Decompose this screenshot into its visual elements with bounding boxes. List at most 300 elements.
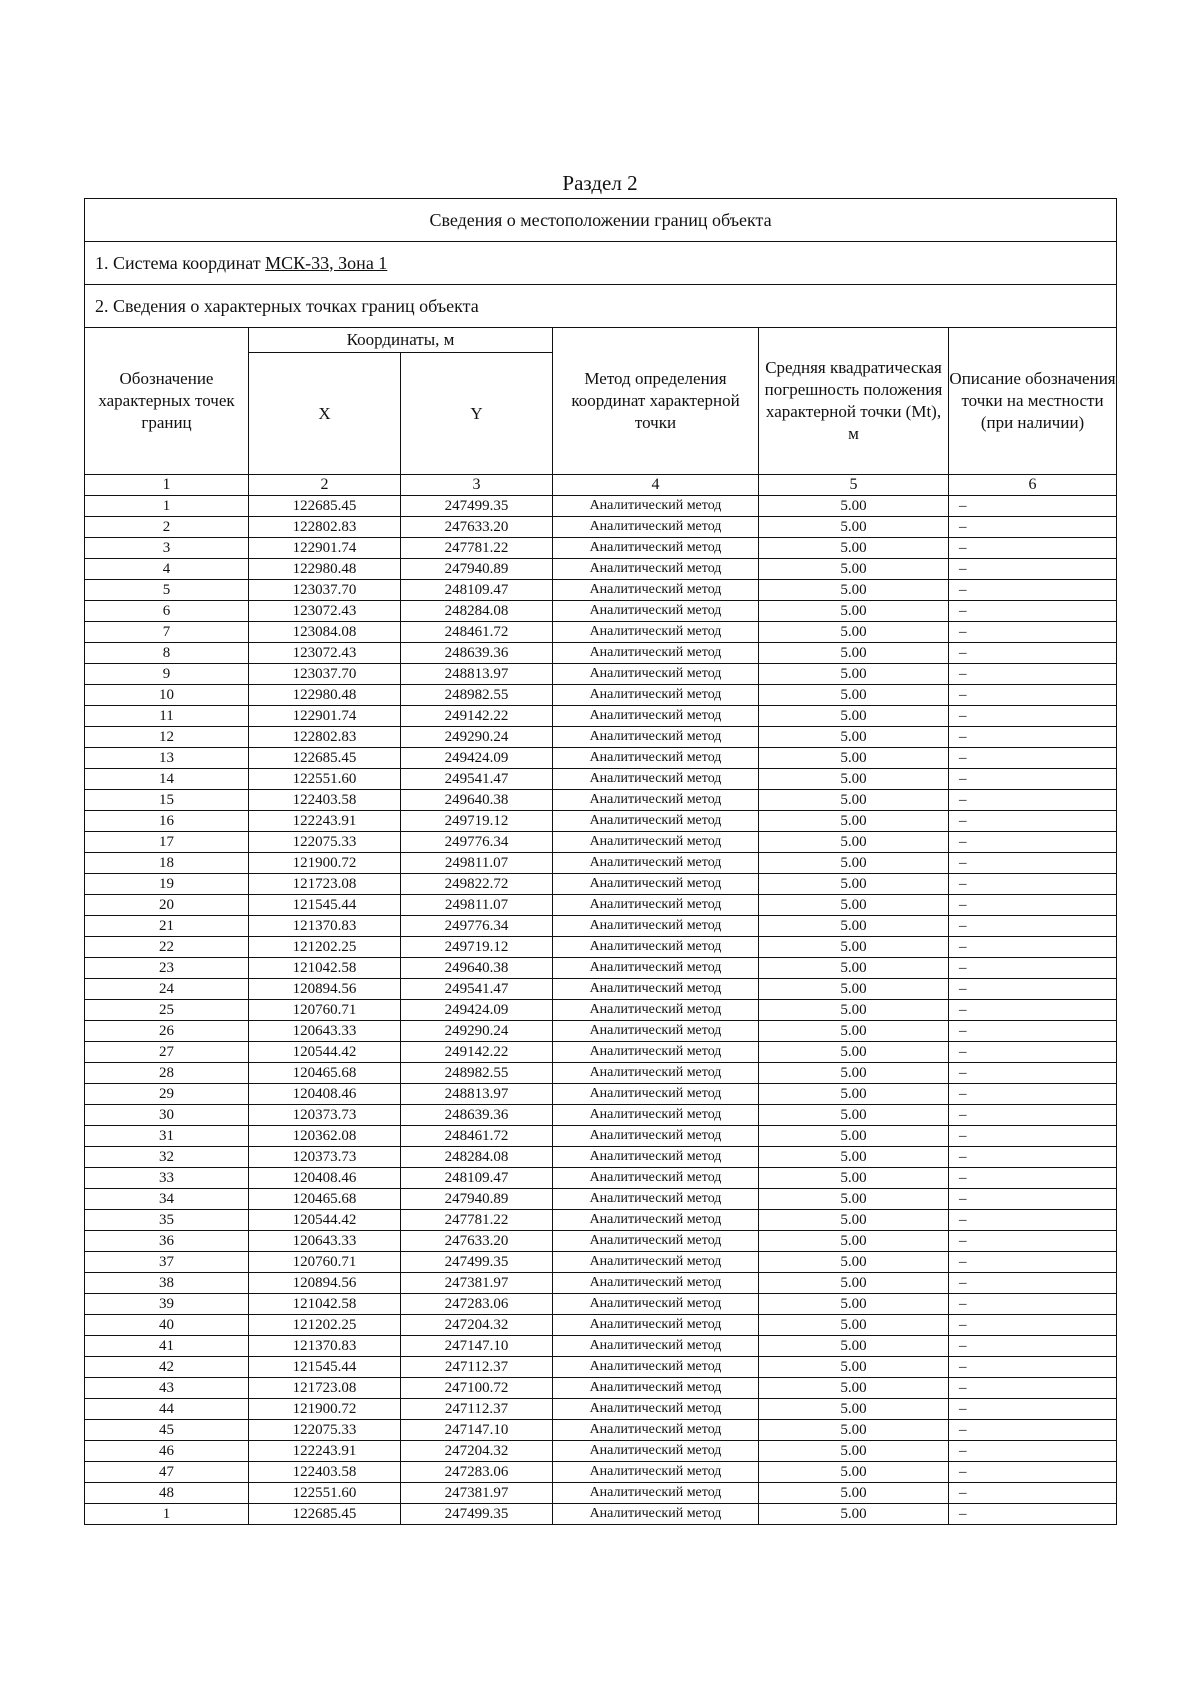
method-cell: Аналитический метод — [553, 1336, 759, 1357]
description-cell: – — [949, 1147, 1117, 1168]
error-cell: 5.00 — [759, 832, 949, 853]
error-cell: 5.00 — [759, 664, 949, 685]
coord-system-value: МСК-33, Зона 1 — [265, 252, 388, 273]
x-coordinate-cell: 121370.83 — [249, 916, 401, 937]
x-coordinate-cell: 121042.58 — [249, 958, 401, 979]
description-cell: – — [949, 874, 1117, 895]
y-coordinate-cell: 247633.20 — [401, 517, 553, 538]
description-cell: – — [949, 727, 1117, 748]
description-cell: – — [949, 685, 1117, 706]
table-title: Сведения о местоположении границ объекта — [85, 199, 1117, 242]
error-cell: 5.00 — [759, 874, 949, 895]
point-number-cell: 44 — [85, 1399, 249, 1420]
point-number-cell: 14 — [85, 769, 249, 790]
point-number-cell: 27 — [85, 1042, 249, 1063]
error-cell: 5.00 — [759, 622, 949, 643]
description-cell: – — [949, 1399, 1117, 1420]
method-cell: Аналитический метод — [553, 1147, 759, 1168]
y-coordinate-cell: 248639.36 — [401, 643, 553, 664]
table-row — [85, 748, 1117, 769]
x-coordinate-cell: 121042.58 — [249, 1294, 401, 1315]
y-coordinate-cell: 249811.07 — [401, 853, 553, 874]
y-coordinate-cell: 249776.34 — [401, 832, 553, 853]
section-title: Раздел 2 — [562, 171, 638, 195]
point-number-cell: 29 — [85, 1084, 249, 1105]
description-cell: – — [949, 1084, 1117, 1105]
description-cell: – — [949, 601, 1117, 622]
error-cell: 5.00 — [759, 496, 949, 517]
header-designation: Обозначение характерных точек границ — [85, 328, 249, 475]
boundary-table — [84, 198, 1117, 1525]
method-cell: Аналитический метод — [553, 1483, 759, 1504]
error-cell: 5.00 — [759, 1273, 949, 1294]
method-cell: Аналитический метод — [553, 769, 759, 790]
table-row — [85, 1252, 1117, 1273]
method-cell: Аналитический метод — [553, 958, 759, 979]
method-cell: Аналитический метод — [553, 601, 759, 622]
table-row — [85, 517, 1117, 538]
error-cell: 5.00 — [759, 1168, 949, 1189]
error-cell: 5.00 — [759, 559, 949, 580]
point-number-cell: 39 — [85, 1294, 249, 1315]
error-cell: 5.00 — [759, 1336, 949, 1357]
point-number-cell: 35 — [85, 1210, 249, 1231]
error-cell: 5.00 — [759, 1378, 949, 1399]
y-coordinate-cell: 247633.20 — [401, 1231, 553, 1252]
description-cell: – — [949, 1168, 1117, 1189]
x-coordinate-cell: 120465.68 — [249, 1063, 401, 1084]
error-cell: 5.00 — [759, 1210, 949, 1231]
error-cell: 5.00 — [759, 769, 949, 790]
x-coordinate-cell: 122551.60 — [249, 1483, 401, 1504]
description-cell: – — [949, 1315, 1117, 1336]
x-coordinate-cell: 122403.58 — [249, 790, 401, 811]
y-coordinate-cell: 247499.35 — [401, 496, 553, 517]
error-cell: 5.00 — [759, 1021, 949, 1042]
description-cell: – — [949, 496, 1117, 517]
table-row — [85, 1399, 1117, 1420]
method-cell: Аналитический метод — [553, 916, 759, 937]
point-number-cell: 42 — [85, 1357, 249, 1378]
table-row — [85, 601, 1117, 622]
header-method: Метод определения координат характерной точки — [553, 328, 759, 475]
x-coordinate-cell: 122403.58 — [249, 1462, 401, 1483]
y-coordinate-cell: 249541.47 — [401, 979, 553, 1000]
method-cell: Аналитический метод — [553, 895, 759, 916]
description-cell: – — [949, 748, 1117, 769]
x-coordinate-cell: 121545.44 — [249, 1357, 401, 1378]
point-number-cell: 32 — [85, 1147, 249, 1168]
table-row — [85, 895, 1117, 916]
description-cell: – — [949, 1483, 1117, 1504]
description-cell: – — [949, 895, 1117, 916]
error-cell: 5.00 — [759, 853, 949, 874]
table-row — [85, 769, 1117, 790]
description-cell: – — [949, 1357, 1117, 1378]
table-row — [85, 853, 1117, 874]
method-cell: Аналитический метод — [553, 496, 759, 517]
table-row — [85, 580, 1117, 601]
point-number-cell: 36 — [85, 1231, 249, 1252]
method-cell: Аналитический метод — [553, 1042, 759, 1063]
method-cell: Аналитический метод — [553, 811, 759, 832]
y-coordinate-cell: 247499.35 — [401, 1504, 553, 1525]
point-number-cell: 9 — [85, 664, 249, 685]
table-row — [85, 1000, 1117, 1021]
x-coordinate-cell: 120408.46 — [249, 1084, 401, 1105]
point-number-cell: 7 — [85, 622, 249, 643]
description-cell: – — [949, 1294, 1117, 1315]
error-cell: 5.00 — [759, 706, 949, 727]
table-row — [85, 874, 1117, 895]
y-coordinate-cell: 249719.12 — [401, 937, 553, 958]
error-cell: 5.00 — [759, 1462, 949, 1483]
method-cell: Аналитический метод — [553, 727, 759, 748]
method-cell: Аналитический метод — [553, 979, 759, 1000]
point-number-cell: 34 — [85, 1189, 249, 1210]
point-number-cell: 30 — [85, 1105, 249, 1126]
method-cell: Аналитический метод — [553, 1462, 759, 1483]
table-row — [85, 622, 1117, 643]
description-cell: – — [949, 811, 1117, 832]
description-cell: – — [949, 790, 1117, 811]
column-number: 5 — [759, 475, 949, 496]
method-cell: Аналитический метод — [553, 580, 759, 601]
point-number-cell: 25 — [85, 1000, 249, 1021]
error-cell: 5.00 — [759, 1189, 949, 1210]
error-cell: 5.00 — [759, 1126, 949, 1147]
y-coordinate-cell: 248109.47 — [401, 1168, 553, 1189]
description-cell: – — [949, 664, 1117, 685]
x-coordinate-cell: 120760.71 — [249, 1000, 401, 1021]
x-coordinate-cell: 120894.56 — [249, 1273, 401, 1294]
method-cell: Аналитический метод — [553, 1315, 759, 1336]
y-coordinate-cell: 247283.06 — [401, 1462, 553, 1483]
y-coordinate-cell: 247100.72 — [401, 1378, 553, 1399]
error-cell: 5.00 — [759, 1231, 949, 1252]
x-coordinate-cell: 121202.25 — [249, 937, 401, 958]
method-cell: Аналитический метод — [553, 1252, 759, 1273]
table-row — [85, 1336, 1117, 1357]
description-cell: – — [949, 1042, 1117, 1063]
error-cell: 5.00 — [759, 1252, 949, 1273]
point-number-cell: 38 — [85, 1273, 249, 1294]
table-row — [85, 1063, 1117, 1084]
description-cell: – — [949, 853, 1117, 874]
error-cell: 5.00 — [759, 937, 949, 958]
method-cell: Аналитический метод — [553, 538, 759, 559]
description-cell: – — [949, 1462, 1117, 1483]
method-cell: Аналитический метод — [553, 937, 759, 958]
coord-system-prefix: 1. Система координат — [95, 252, 261, 273]
x-coordinate-cell: 122243.91 — [249, 1441, 401, 1462]
error-cell: 5.00 — [759, 727, 949, 748]
points-heading: 2. Сведения о характерных точках границ объекта — [85, 285, 1117, 328]
x-coordinate-cell: 122980.48 — [249, 685, 401, 706]
point-number-cell: 31 — [85, 1126, 249, 1147]
table-row — [85, 916, 1117, 937]
table-row — [85, 559, 1117, 580]
table-row — [85, 643, 1117, 664]
method-cell: Аналитический метод — [553, 1231, 759, 1252]
method-cell: Аналитический метод — [553, 1294, 759, 1315]
point-number-cell: 5 — [85, 580, 249, 601]
y-coordinate-cell: 247112.37 — [401, 1399, 553, 1420]
point-number-cell: 6 — [85, 601, 249, 622]
table-row — [85, 979, 1117, 1000]
x-coordinate-cell: 120544.42 — [249, 1210, 401, 1231]
x-coordinate-cell: 123037.70 — [249, 580, 401, 601]
y-coordinate-cell: 248813.97 — [401, 664, 553, 685]
y-coordinate-cell: 247781.22 — [401, 538, 553, 559]
header-coordinates: Координаты, м — [249, 328, 553, 353]
method-cell: Аналитический метод — [553, 790, 759, 811]
description-cell: – — [949, 622, 1117, 643]
description-cell: – — [949, 979, 1117, 1000]
description-cell: – — [949, 769, 1117, 790]
table-row — [85, 1210, 1117, 1231]
x-coordinate-cell: 121723.08 — [249, 1378, 401, 1399]
method-cell: Аналитический метод — [553, 664, 759, 685]
point-number-cell: 23 — [85, 958, 249, 979]
method-cell: Аналитический метод — [553, 1420, 759, 1441]
table-row — [85, 1273, 1117, 1294]
error-cell: 5.00 — [759, 748, 949, 769]
method-cell: Аналитический метод — [553, 559, 759, 580]
error-cell: 5.00 — [759, 1147, 949, 1168]
point-number-cell: 15 — [85, 790, 249, 811]
method-cell: Аналитический метод — [553, 685, 759, 706]
error-cell: 5.00 — [759, 1105, 949, 1126]
point-number-cell: 4 — [85, 559, 249, 580]
description-cell: – — [949, 832, 1117, 853]
error-cell: 5.00 — [759, 1483, 949, 1504]
y-coordinate-cell: 249719.12 — [401, 811, 553, 832]
error-cell: 5.00 — [759, 916, 949, 937]
point-number-cell: 8 — [85, 643, 249, 664]
x-coordinate-cell: 121900.72 — [249, 853, 401, 874]
point-number-cell: 26 — [85, 1021, 249, 1042]
point-number-cell: 47 — [85, 1462, 249, 1483]
y-coordinate-cell: 249811.07 — [401, 895, 553, 916]
x-coordinate-cell: 120465.68 — [249, 1189, 401, 1210]
y-coordinate-cell: 247781.22 — [401, 1210, 553, 1231]
x-coordinate-cell: 122802.83 — [249, 727, 401, 748]
column-number: 4 — [553, 475, 759, 496]
y-coordinate-cell: 248982.55 — [401, 685, 553, 706]
description-cell: – — [949, 1189, 1117, 1210]
error-cell: 5.00 — [759, 580, 949, 601]
description-cell: – — [949, 916, 1117, 937]
x-coordinate-cell: 121900.72 — [249, 1399, 401, 1420]
x-coordinate-cell: 123037.70 — [249, 664, 401, 685]
error-cell: 5.00 — [759, 958, 949, 979]
point-number-cell: 1 — [85, 496, 249, 517]
table-row — [85, 1126, 1117, 1147]
method-cell: Аналитический метод — [553, 706, 759, 727]
error-cell: 5.00 — [759, 1084, 949, 1105]
y-coordinate-cell: 248982.55 — [401, 1063, 553, 1084]
table-row — [85, 937, 1117, 958]
y-coordinate-cell: 248109.47 — [401, 580, 553, 601]
x-coordinate-cell: 122075.33 — [249, 1420, 401, 1441]
table-row — [85, 685, 1117, 706]
x-coordinate-cell: 123072.43 — [249, 601, 401, 622]
table-row — [85, 1168, 1117, 1189]
method-cell: Аналитический метод — [553, 1168, 759, 1189]
x-coordinate-cell: 122243.91 — [249, 811, 401, 832]
y-coordinate-cell: 247381.97 — [401, 1483, 553, 1504]
point-number-cell: 18 — [85, 853, 249, 874]
point-number-cell: 2 — [85, 517, 249, 538]
description-cell: – — [949, 706, 1117, 727]
method-cell: Аналитический метод — [553, 1273, 759, 1294]
description-cell: – — [949, 1210, 1117, 1231]
y-coordinate-cell: 249424.09 — [401, 1000, 553, 1021]
table-row — [85, 1042, 1117, 1063]
point-number-cell: 41 — [85, 1336, 249, 1357]
error-cell: 5.00 — [759, 1042, 949, 1063]
description-cell: – — [949, 1252, 1117, 1273]
error-cell: 5.00 — [759, 517, 949, 538]
point-number-cell: 45 — [85, 1420, 249, 1441]
x-coordinate-cell: 122551.60 — [249, 769, 401, 790]
error-cell: 5.00 — [759, 1399, 949, 1420]
y-coordinate-cell: 247112.37 — [401, 1357, 553, 1378]
y-coordinate-cell: 249424.09 — [401, 748, 553, 769]
y-coordinate-cell: 247940.89 — [401, 559, 553, 580]
point-number-cell: 3 — [85, 538, 249, 559]
y-coordinate-cell: 248284.08 — [401, 601, 553, 622]
column-number: 3 — [401, 475, 553, 496]
error-cell: 5.00 — [759, 643, 949, 664]
point-number-cell: 1 — [85, 1504, 249, 1525]
method-cell: Аналитический метод — [553, 832, 759, 853]
y-coordinate-cell: 249142.22 — [401, 706, 553, 727]
description-cell: – — [949, 1441, 1117, 1462]
y-coordinate-cell: 248813.97 — [401, 1084, 553, 1105]
x-coordinate-cell: 120544.42 — [249, 1042, 401, 1063]
x-coordinate-cell: 122901.74 — [249, 538, 401, 559]
description-cell: – — [949, 1273, 1117, 1294]
x-coordinate-cell: 121202.25 — [249, 1315, 401, 1336]
x-coordinate-cell: 122802.83 — [249, 517, 401, 538]
error-cell: 5.00 — [759, 1441, 949, 1462]
description-cell: – — [949, 1105, 1117, 1126]
point-number-cell: 48 — [85, 1483, 249, 1504]
column-number: 2 — [249, 475, 401, 496]
method-cell: Аналитический метод — [553, 1357, 759, 1378]
header-error: Средняя квадратическая погрешность положения характерной точки (Mt), м — [759, 328, 949, 475]
y-coordinate-cell: 249290.24 — [401, 1021, 553, 1042]
y-coordinate-cell: 247381.97 — [401, 1273, 553, 1294]
header-y: Y — [401, 353, 553, 475]
x-coordinate-cell: 122685.45 — [249, 496, 401, 517]
error-cell: 5.00 — [759, 1000, 949, 1021]
point-number-cell: 33 — [85, 1168, 249, 1189]
x-coordinate-cell: 121370.83 — [249, 1336, 401, 1357]
table-row — [85, 1420, 1117, 1441]
y-coordinate-cell: 247204.32 — [401, 1441, 553, 1462]
y-coordinate-cell: 247283.06 — [401, 1294, 553, 1315]
method-cell: Аналитический метод — [553, 622, 759, 643]
table-row — [85, 1231, 1117, 1252]
y-coordinate-cell: 248639.36 — [401, 1105, 553, 1126]
method-cell: Аналитический метод — [553, 1504, 759, 1525]
description-cell: – — [949, 1021, 1117, 1042]
description-cell: – — [949, 1126, 1117, 1147]
description-cell: – — [949, 1420, 1117, 1441]
x-coordinate-cell: 123072.43 — [249, 643, 401, 664]
method-cell: Аналитический метод — [553, 874, 759, 895]
table-row — [85, 1504, 1117, 1525]
x-coordinate-cell: 122075.33 — [249, 832, 401, 853]
description-cell: – — [949, 559, 1117, 580]
error-cell: 5.00 — [759, 538, 949, 559]
point-number-cell: 22 — [85, 937, 249, 958]
error-cell: 5.00 — [759, 979, 949, 1000]
method-cell: Аналитический метод — [553, 1063, 759, 1084]
x-coordinate-cell: 122685.45 — [249, 748, 401, 769]
error-cell: 5.00 — [759, 1357, 949, 1378]
y-coordinate-cell: 247147.10 — [401, 1420, 553, 1441]
table-row — [85, 958, 1117, 979]
point-number-cell: 20 — [85, 895, 249, 916]
y-coordinate-cell: 249640.38 — [401, 958, 553, 979]
x-coordinate-cell: 122901.74 — [249, 706, 401, 727]
table-row — [85, 1483, 1117, 1504]
table-row — [85, 538, 1117, 559]
description-cell: – — [949, 1336, 1117, 1357]
method-cell: Аналитический метод — [553, 1189, 759, 1210]
method-cell: Аналитический метод — [553, 1105, 759, 1126]
description-cell: – — [949, 1000, 1117, 1021]
error-cell: 5.00 — [759, 1294, 949, 1315]
error-cell: 5.00 — [759, 1063, 949, 1084]
description-cell: – — [949, 538, 1117, 559]
point-number-cell: 13 — [85, 748, 249, 769]
error-cell: 5.00 — [759, 895, 949, 916]
table-row — [85, 1147, 1117, 1168]
table-row — [85, 1315, 1117, 1336]
y-coordinate-cell: 249290.24 — [401, 727, 553, 748]
column-number: 1 — [85, 475, 249, 496]
description-cell: – — [949, 1504, 1117, 1525]
x-coordinate-cell: 120760.71 — [249, 1252, 401, 1273]
table-row — [85, 1105, 1117, 1126]
y-coordinate-cell: 247147.10 — [401, 1336, 553, 1357]
method-cell: Аналитический метод — [553, 1399, 759, 1420]
point-number-cell: 10 — [85, 685, 249, 706]
method-cell: Аналитический метод — [553, 1126, 759, 1147]
description-cell: – — [949, 1063, 1117, 1084]
table-row — [85, 1294, 1117, 1315]
error-cell: 5.00 — [759, 790, 949, 811]
point-number-cell: 16 — [85, 811, 249, 832]
description-cell: – — [949, 580, 1117, 601]
point-number-cell: 17 — [85, 832, 249, 853]
table-row — [85, 727, 1117, 748]
column-number: 6 — [949, 475, 1117, 496]
point-number-cell: 19 — [85, 874, 249, 895]
description-cell: – — [949, 1378, 1117, 1399]
description-cell: – — [949, 517, 1117, 538]
method-cell: Аналитический метод — [553, 1000, 759, 1021]
x-coordinate-cell: 123084.08 — [249, 622, 401, 643]
table-row — [85, 1084, 1117, 1105]
x-coordinate-cell: 120643.33 — [249, 1021, 401, 1042]
table-row — [85, 1462, 1117, 1483]
